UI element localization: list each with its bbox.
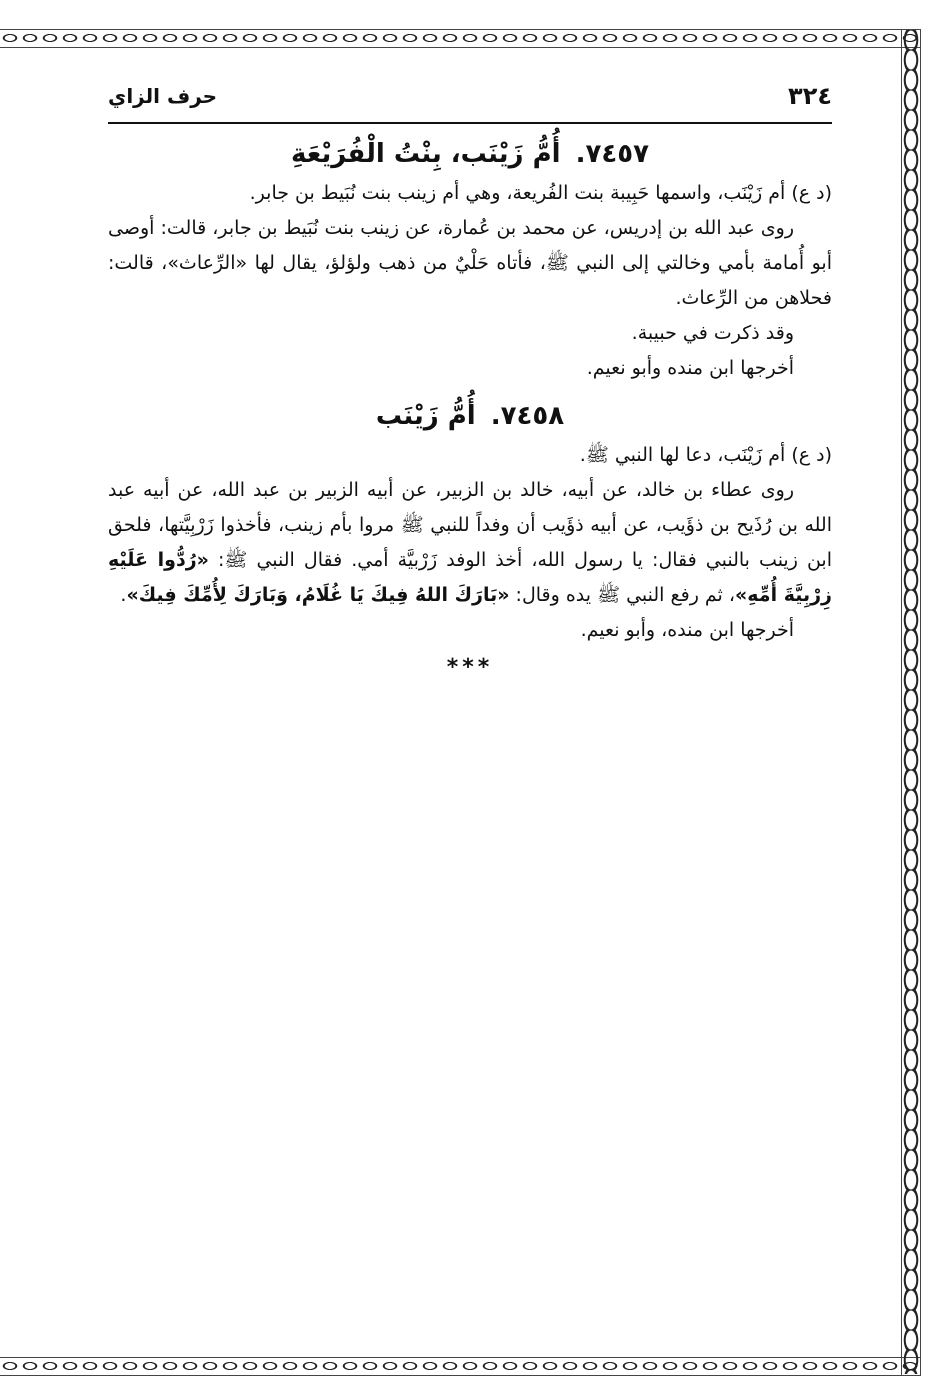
entry-title	[108, 134, 832, 174]
section-title: حرف الزاي	[108, 84, 218, 108]
border-bottom-ornament	[0, 1358, 922, 1374]
hadith-quote: «رُدُّوا عَلَيْهِ زِرْبِيَّةَ أُمِّهِ»	[108, 549, 832, 606]
border-bottom-line	[0, 1357, 920, 1358]
entry-narration	[108, 473, 832, 613]
border-right-ornament	[902, 30, 920, 1374]
page-number: ٣٢٤	[788, 82, 832, 110]
entry-name: أُمُّ زَيْنَب، بِنْتُ الْفُرَيْعَةِ	[291, 139, 561, 169]
page-header	[108, 78, 832, 124]
border-top-ornament	[0, 30, 922, 46]
end-mark: ***	[446, 655, 494, 680]
entry-source-line: (د ع) أم زَيْنَب، دعا لها النبي ﷺ.	[579, 444, 832, 466]
entry-narration: روى عبد الله بن إدريس، عن محمد بن عُمارة، عن زينب بنت نُبَيط بن جابر، قالت: أوصى أبو أُمامة بأمي وخالتي إلى النبي ﷺ، فأتاه حَلْيٌ من ذهب ولؤلؤ، يقال لها «الرِّعاث»، قالت: فحلاهن من الرِّعاث.	[108, 217, 832, 309]
entry-name: أُمُّ زَيْنَب	[375, 401, 476, 431]
hadith-quote: «بَارَكَ اللهُ فِيكَ يَا غُلَامُ، وَبَارَكَ لِأُمِّكَ فِيكَ»	[126, 584, 510, 606]
narration-text: ، ثم رفع النبي ﷺ يده وقال:	[515, 584, 736, 606]
page-content	[108, 130, 832, 685]
entry-source-line: (د ع) أم زَيْنَب، واسمها حَبِيبة بنت الفُريعة، وهي أم زينب بنت نُبَيط بن جابر.	[249, 182, 832, 204]
border-bottom-inner-line	[0, 1375, 920, 1376]
narration-end: .	[120, 584, 127, 606]
entry-number: ٧٤٥٧.	[575, 139, 649, 169]
entry-title	[108, 396, 832, 436]
narration-text: روى عطاء بن خالد، عن أبيه، خالد بن الزبير، عن أبيه الزبير بن عبد الله، عن أبيه عبد الله بن رُذَيح بن ذؤَيب، عن أبيه ذؤَيب أن وفداً للنبي ﷺ مروا بأم زينب، فأخذوا زَرْبِيَّتها، فلحق ابن زينب بالنبي فقال: يا رسول الله، أخذ الوفد زَرْبيَّة أمي. فقال النبي ﷺ:	[108, 479, 832, 571]
border-top-inner-line	[0, 47, 920, 48]
entry-attribution: أخرجها ابن منده وأبو نعيم.	[586, 357, 794, 379]
entry-number: ٧٤٥٨.	[490, 401, 565, 431]
border-right-inner-line	[901, 29, 902, 1376]
border-top-line	[0, 29, 920, 30]
entry-attribution: أخرجها ابن منده، وأبو نعيم.	[580, 619, 794, 641]
border-right-outer-line	[920, 29, 921, 1376]
entry-note: وقد ذكرت في حبيبة.	[631, 322, 794, 344]
